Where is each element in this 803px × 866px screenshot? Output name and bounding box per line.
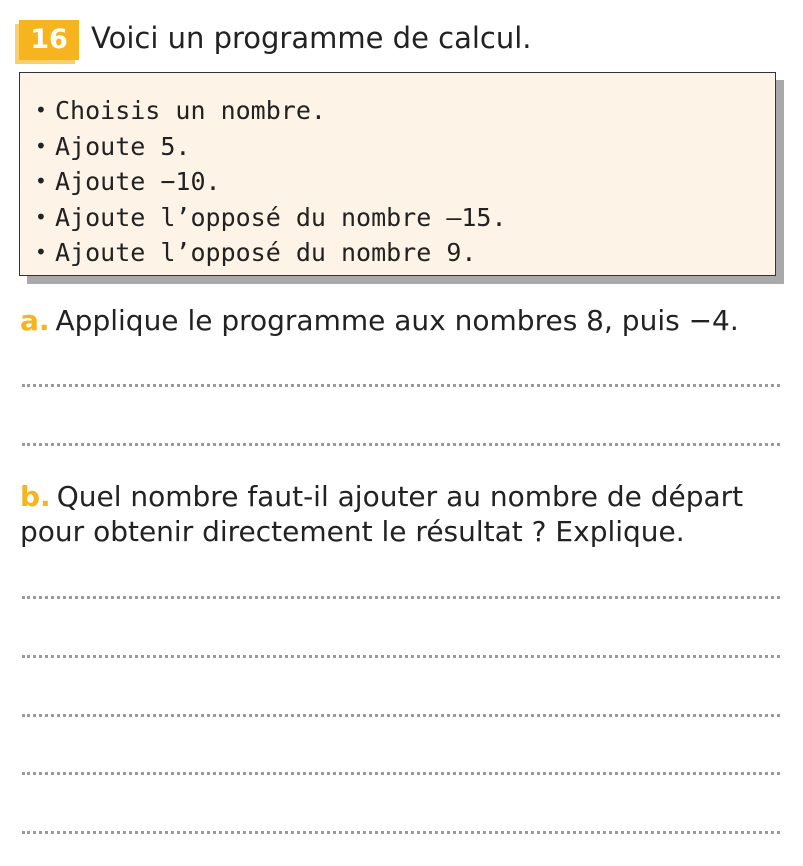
question-b-text-line-2: pour obtenir directement le résultat ? Explique. [20,515,685,548]
bullet-icon: • [35,98,47,122]
program-box [19,72,776,276]
question-b-letter: b. [20,480,51,513]
program-step [35,235,507,271]
bullet-icon: • [35,204,47,229]
program-step-text: Ajoute 5. [55,131,191,161]
program-step-text: Ajoute l’opposé du nombre 9. [55,238,477,267]
program-step-text: Ajoute −10. [55,167,221,196]
answer-line-a-2[interactable] [22,443,780,446]
program-step [35,200,507,236]
exercise-title: Voici un programme de calcul. [91,21,532,55]
answer-line-b-1[interactable] [22,596,780,599]
bullet-icon: • [35,169,47,193]
question-a-letter: a. [20,304,50,337]
bullet-icon: • [35,133,47,158]
answer-line-a-1[interactable] [22,384,780,387]
exercise-number: 16 [30,24,68,55]
program-step [35,93,507,129]
exercise-header [19,14,719,58]
question-b-text-line-1: Quel nombre faut-il ajouter au nombre de départ [56,480,744,513]
answer-line-b-5[interactable] [22,831,780,834]
question-b [20,479,743,549]
question-a [20,303,739,338]
program-steps [35,93,507,271]
exercise-number-badge [19,20,79,60]
answer-line-b-3[interactable] [22,714,780,717]
program-step [35,129,507,165]
program-step-text: Choisis un nombre. [55,96,326,125]
bullet-icon: • [35,240,47,264]
program-step-text: Ajoute l’opposé du nombre –15. [55,202,507,232]
answer-line-b-4[interactable] [22,772,780,775]
answer-line-b-2[interactable] [22,655,780,658]
program-step [35,164,507,200]
question-a-text: Applique le programme aux nombres 8, puis −4. [55,304,739,337]
